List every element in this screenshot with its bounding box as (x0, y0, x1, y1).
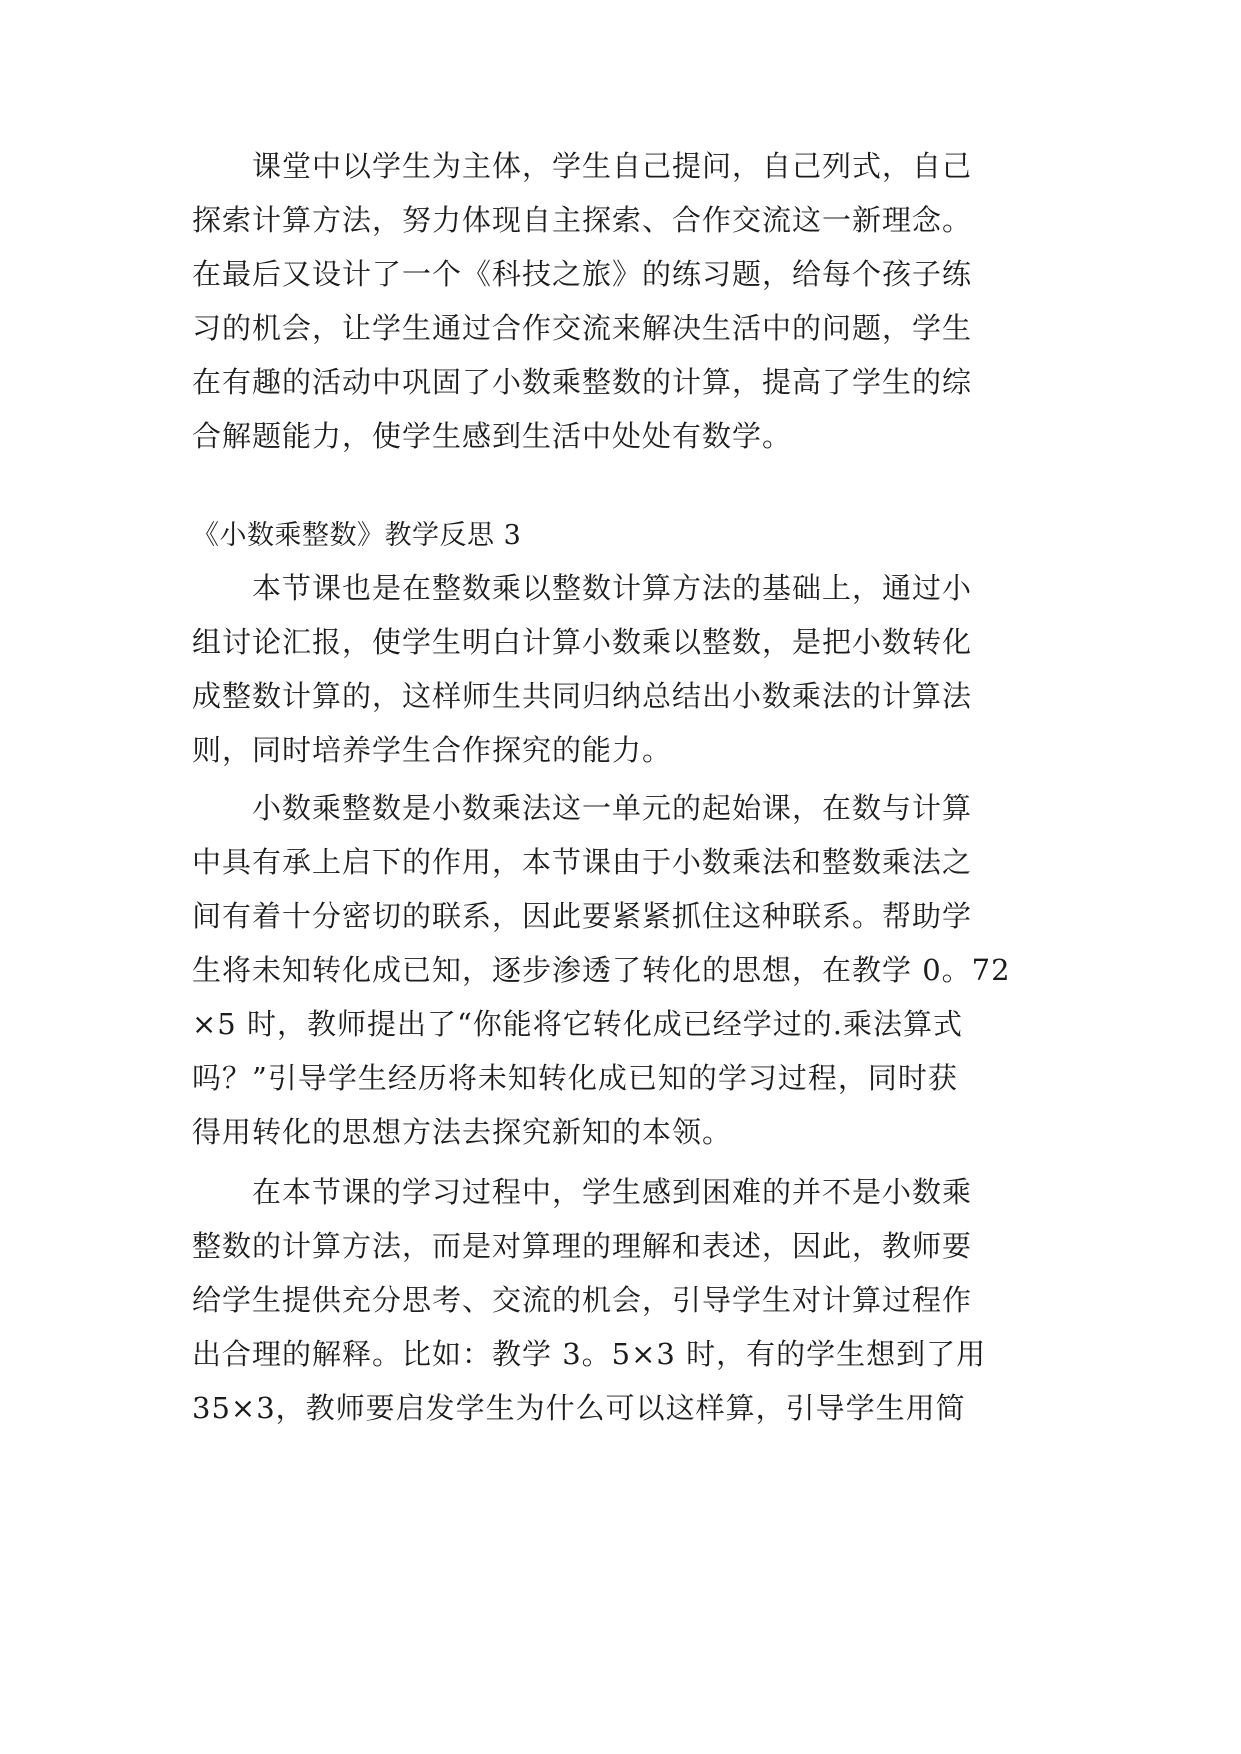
paragraph-1-line-3: 在最后又设计了一个《科技之旅》的练习题，给每个孩子练 (192, 257, 973, 291)
paragraph-4-line-2: 整数的计算方法，而是对算理的理解和表述，因此，教师要 (192, 1229, 973, 1263)
paragraph-1-line-5: 在有趣的活动中巩固了小数乘整数的计算，提高了学生的综 (192, 365, 973, 399)
paragraph-3-line-7: 得用转化的思想方法去探究新知的本领。 (192, 1115, 733, 1149)
paragraph-3-line-6: 吗？”引导学生经历将未知转化成已知的学习过程，同时获 (192, 1061, 958, 1095)
paragraph-4-line-3: 给学生提供充分思考、交流的机会，引导学生对计算过程作 (192, 1283, 973, 1317)
paragraph-3-line-5: ×5 时，教师提出了“你能将它转化成已经学过的.乘法算式 (192, 1007, 964, 1041)
paragraph-1-line-4: 习的机会，让学生通过合作交流来解决生活中的问题，学生 (192, 311, 973, 345)
paragraph-3-line-4: 生将未知转化成已知，逐步渗透了转化的思想，在教学 0。72 (192, 953, 1011, 987)
paragraph-3-line-3: 间有着十分密切的联系，因此要紧紧抓住这种联系。帮助学 (192, 899, 973, 933)
paragraph-4-line-5: 35×3，教师要启发学生为什么可以这样算，引导学生用简 (192, 1391, 966, 1425)
paragraph-4-line-4: 出合理的解释。比如：教学 3。5×3 时，有的学生想到了用 (192, 1337, 987, 1371)
paragraph-1-line-2: 探索计算方法，努力体现自主探索、合作交流这一新理念。 (192, 203, 973, 237)
paragraph-2-line-2: 组讨论汇报，使学生明白计算小数乘以整数，是把小数转化 (192, 625, 973, 659)
paragraph-3-line-2: 中具有承上启下的作用，本节课由于小数乘法和整数乘法之 (192, 845, 973, 879)
paragraph-1-line-1: 课堂中以学生为主体，学生自己提问，自己列式，自己 (252, 149, 973, 183)
paragraph-2-line-4: 则，同时培养学生合作探究的能力。 (192, 733, 673, 767)
paragraph-4-line-1: 在本节课的学习过程中，学生感到困难的并不是小数乘 (252, 1175, 973, 1209)
paragraph-3-line-1: 小数乘整数是小数乘法这一单元的起始课，在数与计算 (252, 791, 973, 825)
paragraph-1-line-6: 合解题能力，使学生感到生活中处处有数学。 (192, 419, 793, 453)
paragraph-2-line-1: 本节课也是在整数乘以整数计算方法的基础上，通过小 (252, 571, 973, 605)
paragraph-2-line-3: 成整数计算的，这样师生共同归纳总结出小数乘法的计算法 (192, 679, 973, 713)
section-heading: 《小数乘整数》教学反思 3 (192, 520, 522, 551)
